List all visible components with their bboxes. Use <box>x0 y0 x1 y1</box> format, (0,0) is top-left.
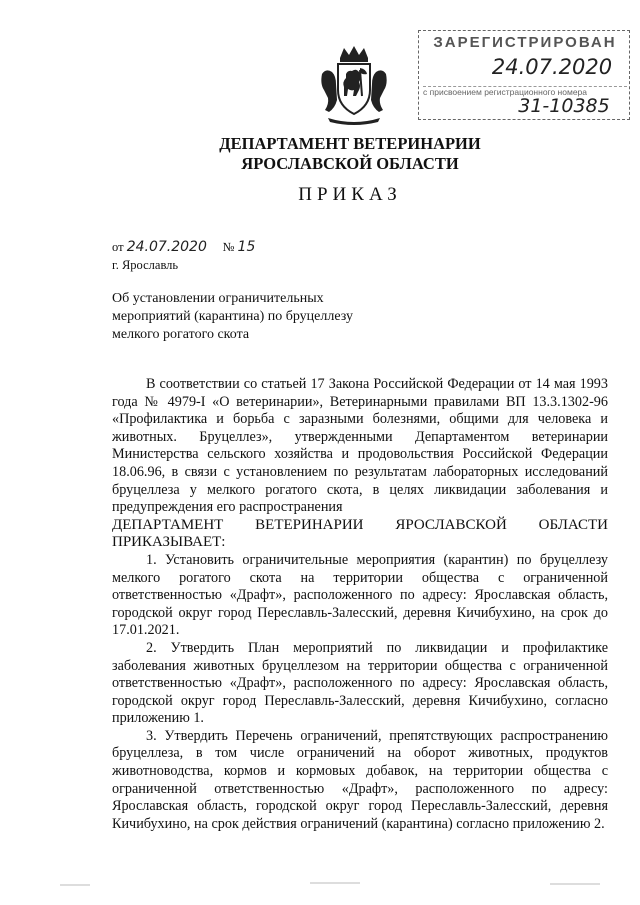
stamp-handwritten-date: 24.07.2020 <box>491 55 613 79</box>
order-item-1: 1. Установить ограничительные мероприятия (карантин) по бруцеллезу мелкого рогатого скота на территории общества с ограниченной ответственностью «Драфт», расположенного по адресу: Ярославская область, городской округ город Переславль-Залесский, деревня Кичибухино, на срок до 17.01.2021. <box>112 551 608 639</box>
department-name <box>200 134 500 174</box>
orders-heading: ДЕПАРТАМЕНТ ВЕТЕРИНАРИИ ЯРОСЛАВСКОЙ ОБЛАСТИ ПРИКАЗЫВАЕТ: <box>112 516 608 551</box>
coat-of-arms-icon <box>316 44 392 126</box>
scan-artifact-marks <box>60 880 600 890</box>
date-prefix: от <box>112 240 124 254</box>
handwritten-number: 15 <box>237 239 256 255</box>
order-date-number-line <box>112 238 255 256</box>
stamp-caption: с присвоением регистрационного номера <box>423 86 627 97</box>
order-item-3: 3. Утвердить Перечень ограничений, препятствующих распространению бруцеллеза, в том числе ограничений на оборот животных, продуктов животноводства, кормов и кормовых добавок, на территории общества с ограниченной ответственностью «Драфт», расположенного по адресу: Ярославская область, городской округ город Переславль-Залесский, деревня Кичибухино, на срок действия ограничений (карантина) согласно приложению 2. <box>112 727 608 832</box>
registration-stamp <box>418 30 630 120</box>
order-title: ПРИКАЗ <box>298 184 402 205</box>
stamp-title: ЗАРЕГИСТРИРОВАН <box>433 34 617 51</box>
number-prefix: № <box>222 240 235 254</box>
department-line: ДЕПАРТАМЕНТ ВЕТЕРИНАРИИ ЯРОСЛАВСКОЙ ОБЛАСТИ <box>219 134 481 173</box>
order-subject: Об установлении ограничительных мероприятий (карантина) по бруцеллезу мелкого рогатого скота <box>112 291 353 342</box>
stamp-handwritten-number: 31-10385 <box>518 95 610 117</box>
preamble-paragraph: В соответствии со статьей 17 Закона Российской Федерации от 14 мая 1993 года № 4979-I «О ветеринарии», Ветеринарными правилами ВП 13.3.1302-96 «Профилактика и борьба с заразными болезнями, общими для человека и животных. Бруцеллез», утвержденными Департаментом ветеринарии Министерства сельского хозяйства и продовольствия Российской Федерации 18.06.96, в связи с установлением по результатам лабораторных исследований бруцеллеза у мелкого рогатого скота, в целях ликвидации заболевания и предупреждения его распространения <box>112 376 608 516</box>
order-item-2: 2. Утвердить План мероприятий по ликвидации и профилактике заболевания животных бруцеллезом на территории общества с ограниченной ответственностью «Драфт», расположенного по адресу: Ярославская область, городской округ город Переславль-Залесский, деревня Кичибухино, согласно приложению 1. <box>112 639 608 727</box>
order-meta <box>112 238 255 274</box>
handwritten-date: 24.07.2020 <box>126 239 207 255</box>
order-body <box>112 376 608 833</box>
city: г. Ярославль <box>112 258 179 272</box>
